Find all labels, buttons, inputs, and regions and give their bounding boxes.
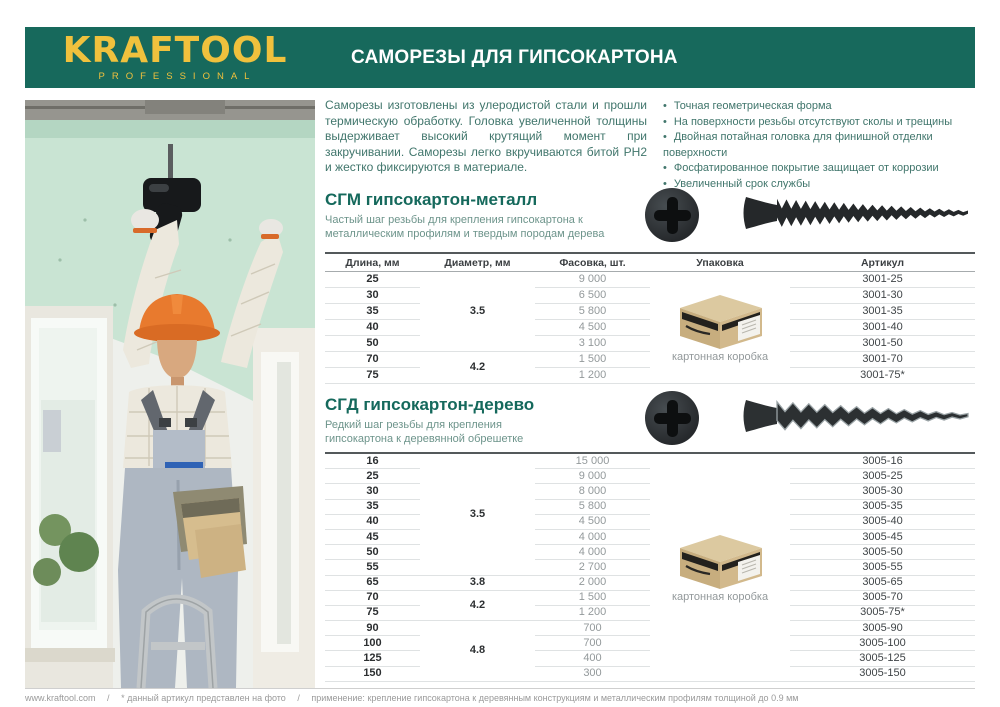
quantity-cell: 5 800	[535, 499, 650, 514]
sku-cell: 3005-25	[790, 469, 975, 484]
worker-photo-illustration	[25, 100, 315, 688]
carton-box-icon	[672, 292, 768, 350]
sku-cell: 3005-50	[790, 545, 975, 560]
packaging-cell	[650, 454, 790, 681]
footer-note-asterisk: * данный артикул представлен на фото	[121, 693, 286, 703]
section-subtitle-sgd: Редкий шаг резьбы для крепления гипсокартона к деревянной обрешетке	[325, 419, 524, 445]
footer	[25, 688, 975, 703]
quantity-cell: 9 000	[535, 469, 650, 484]
quantity-cell: 300	[535, 666, 650, 681]
phillips-head-icon	[645, 188, 699, 242]
column-header: Диаметр, мм	[420, 254, 535, 272]
quantity-cell: 15 000	[535, 454, 650, 469]
brand-name: KRAFTOOL	[62, 30, 288, 72]
feature-item: • Точная геометрическая форма	[663, 99, 975, 115]
spec-table	[325, 454, 975, 682]
quantity-cell: 5 800	[535, 304, 650, 320]
length-cell: 40	[325, 320, 420, 336]
screw-image-coarse-thread	[645, 389, 975, 447]
length-cell: 30	[325, 484, 420, 499]
worker-photo	[25, 100, 315, 688]
intro-description: Саморезы изготовлены из улеродистой стали и прошли термическую обработку. Головка увеличенной толщины выдерживает высокий крутящий момент при закручивании. Саморезы легко вкручиваются битой PH2 и жестко фиксируются в материале.	[325, 98, 647, 174]
sku-cell: 3001-75*	[790, 368, 975, 384]
sku-cell: 3001-35	[790, 304, 975, 320]
sku-cell: 3005-30	[790, 484, 975, 499]
footer-separator: /	[107, 693, 110, 703]
quantity-cell: 700	[535, 636, 650, 651]
column-header: Артикул	[790, 254, 975, 272]
length-cell: 35	[325, 304, 420, 320]
section-title-sgm: СГМ гипсокартон-металл	[325, 190, 538, 209]
diameter-cell: 3.5	[420, 272, 535, 352]
footer-separator: /	[297, 693, 300, 703]
screw-side-view-coarse	[719, 396, 971, 441]
quantity-cell: 4 500	[535, 320, 650, 336]
quantity-cell: 1 200	[535, 605, 650, 620]
sku-cell: 3001-30	[790, 288, 975, 304]
length-cell: 75	[325, 368, 420, 384]
packaging-cell	[650, 272, 790, 384]
sgd-spec-table	[325, 452, 975, 682]
footer-note-application: применение: крепление гипсокартона к деревянным конструкциям и металлическим профилям толщиной до 0.9 мм	[311, 693, 799, 703]
quantity-cell: 4 500	[535, 514, 650, 529]
feature-item: • Фосфатированное покрытие защищает от коррозии	[663, 161, 975, 177]
table-row	[325, 454, 975, 469]
section-sgd	[325, 395, 975, 451]
spec-table	[325, 254, 975, 384]
quantity-cell: 6 500	[535, 288, 650, 304]
column-header: Длина, мм	[325, 254, 420, 272]
length-cell: 30	[325, 288, 420, 304]
quantity-cell: 4 000	[535, 545, 650, 560]
screw-image-fine-thread	[645, 186, 975, 244]
quantity-cell: 8 000	[535, 484, 650, 499]
sku-cell: 3005-70	[790, 590, 975, 605]
sku-cell: 3001-40	[790, 320, 975, 336]
diameter-cell: 4.2	[420, 352, 535, 384]
length-cell: 45	[325, 529, 420, 544]
sku-cell: 3001-25	[790, 272, 975, 288]
length-cell: 100	[325, 636, 420, 651]
sgm-spec-table	[325, 252, 975, 384]
length-cell: 55	[325, 560, 420, 575]
quantity-cell: 700	[535, 621, 650, 636]
length-cell: 25	[325, 469, 420, 484]
content-column	[325, 96, 975, 688]
length-cell: 35	[325, 499, 420, 514]
diameter-cell: 3.8	[420, 575, 535, 590]
sku-cell: 3005-35	[790, 499, 975, 514]
length-cell: 125	[325, 651, 420, 666]
diameter-cell: 3.5	[420, 454, 535, 575]
quantity-cell: 9 000	[535, 272, 650, 288]
brand-logo	[25, 30, 325, 83]
sku-cell: 3005-125	[790, 651, 975, 666]
sku-cell: 3005-90	[790, 621, 975, 636]
sku-cell: 3001-50	[790, 336, 975, 352]
sku-cell: 3005-100	[790, 636, 975, 651]
feature-item: • Двойная потайная головка для финишной отделки поверхности	[663, 130, 975, 161]
quantity-cell: 4 000	[535, 529, 650, 544]
feature-list	[663, 99, 975, 193]
length-cell: 90	[325, 621, 420, 636]
quantity-cell: 1 500	[535, 352, 650, 368]
length-cell: 25	[325, 272, 420, 288]
length-cell: 70	[325, 352, 420, 368]
length-cell: 16	[325, 454, 420, 469]
quantity-cell: 2 000	[535, 575, 650, 590]
sku-cell: 3005-55	[790, 560, 975, 575]
column-header: Фасовка, шт.	[535, 254, 650, 272]
sku-cell: 3005-150	[790, 666, 975, 681]
section-sgm	[325, 190, 975, 250]
sku-cell: 3005-75*	[790, 605, 975, 620]
length-cell: 50	[325, 545, 420, 560]
diameter-cell: 4.8	[420, 621, 535, 682]
carton-box-icon	[672, 532, 768, 590]
brand-tagline: PROFESSIONAL	[98, 71, 257, 83]
length-cell: 40	[325, 514, 420, 529]
quantity-cell: 2 700	[535, 560, 650, 575]
table-header-row	[325, 254, 975, 272]
quantity-cell: 400	[535, 651, 650, 666]
feature-item: • Увеличенный срок службы	[663, 177, 975, 193]
sku-cell: 3005-45	[790, 529, 975, 544]
length-cell: 65	[325, 575, 420, 590]
packaging-label: картонная коробка	[671, 590, 769, 603]
phillips-head-icon	[645, 391, 699, 445]
header-bar	[25, 27, 975, 88]
length-cell: 50	[325, 336, 420, 352]
table-row	[325, 272, 975, 288]
page-title: САМОРЕЗЫ ДЛЯ ГИПСОКАРТОНА	[351, 46, 678, 68]
column-header: Упаковка	[650, 254, 790, 272]
intro-block	[325, 96, 975, 193]
feature-item: • На поверхности резьбы отсутствуют сколы и трещины	[663, 115, 975, 131]
screw-side-view-fine	[719, 193, 971, 238]
packaging-label: картонная коробка	[671, 351, 769, 363]
sku-cell: 3001-70	[790, 352, 975, 368]
section-title-sgd: СГД гипсокартон-дерево	[325, 395, 535, 414]
footer-url[interactable]: www.kraftool.com	[25, 693, 96, 703]
quantity-cell: 1 200	[535, 368, 650, 384]
sku-cell: 3005-65	[790, 575, 975, 590]
length-cell: 75	[325, 605, 420, 620]
section-subtitle-sgm: Частый шаг резьбы для крепления гипсокартона к металлическим профилям и твердым породам дерева	[325, 214, 605, 240]
diameter-cell: 4.2	[420, 590, 535, 620]
sku-cell: 3005-16	[790, 454, 975, 469]
length-cell: 150	[325, 666, 420, 681]
quantity-cell: 1 500	[535, 590, 650, 605]
sku-cell: 3005-40	[790, 514, 975, 529]
quantity-cell: 3 100	[535, 336, 650, 352]
length-cell: 70	[325, 590, 420, 605]
